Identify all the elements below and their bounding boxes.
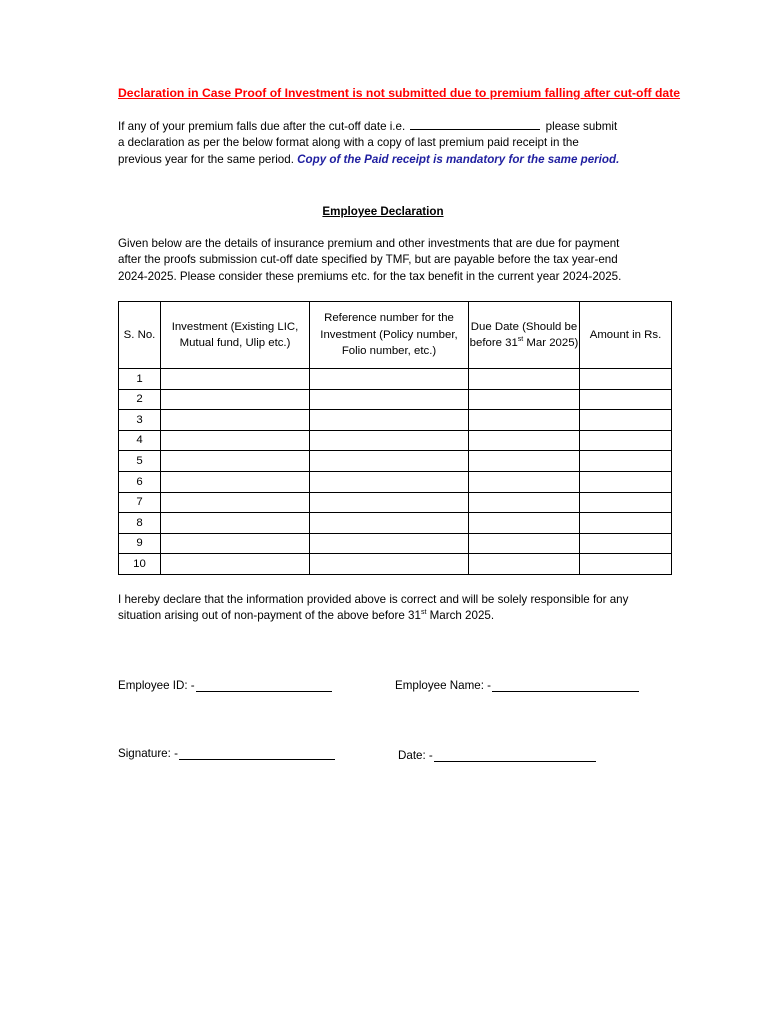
date-label: Date: - [398,749,433,762]
signature-line[interactable] [179,747,335,760]
row-investment-cell[interactable] [161,410,310,431]
row-sno: 4 [119,430,161,451]
declaration-paragraph [118,592,653,625]
row-sno: 10 [119,554,161,575]
row-sno: 5 [119,451,161,472]
employee-name-label: Employee Name: - [395,679,492,692]
row-investment-cell[interactable] [161,451,310,472]
table-row [119,533,672,554]
intro-emphasis: Copy of the Paid receipt is mandatory for the same period. [297,152,620,166]
intro-text-2: please submit a declaration as per the below format along with a copy of last premium paid receipt in the previous year for the same period. [118,120,618,166]
table-row [119,369,672,390]
row-amount-cell[interactable] [580,533,672,554]
row-reference-cell[interactable] [310,410,469,431]
table-row [119,451,672,472]
row-due-date-cell[interactable] [469,430,580,451]
row-due-date-cell[interactable] [469,492,580,513]
details-paragraph: Given below are the details of insurance premium and other investments that are due for payment after the proofs submission cut-off date specified by TMF, but are payable before the tax year-end 2024-2025. Please consider these premiums etc. for the tax benefit in the current year 2024-2025. [118,237,622,283]
row-investment-cell[interactable] [161,554,310,575]
row-due-date-cell[interactable] [469,410,580,431]
row-reference-cell[interactable] [310,389,469,410]
row-investment-cell[interactable] [161,369,310,390]
investment-table [118,301,672,575]
row-sno: 6 [119,471,161,492]
row-reference-cell[interactable] [310,513,469,534]
intro-text-1: If any of your premium falls due after the cut-off date i.e. [118,120,406,133]
declaration-sup: st [420,609,427,617]
row-due-date-cell[interactable] [469,533,580,554]
header-sno: S. No. [119,302,161,369]
row-reference-cell[interactable] [310,471,469,492]
declaration-text-end: March 2025. [426,609,495,623]
row-sno: 2 [119,389,161,410]
row-reference-cell[interactable] [310,533,469,554]
cutoff-date-blank [410,119,540,130]
form-heading: Declaration in Case Proof of Investment is not submitted due to premium falling after cut-off date [118,86,681,100]
row-due-date-cell[interactable] [469,451,580,472]
row-due-date-cell[interactable] [469,513,580,534]
header-investment: Investment (Existing LIC, Mutual fund, Ulip etc.) [161,302,310,369]
row-amount-cell[interactable] [580,389,672,410]
row-investment-cell[interactable] [161,533,310,554]
row-sno: 1 [119,369,161,390]
header-amount: Amount in Rs. [580,302,672,369]
signature-label: Signature: - [118,747,178,760]
row-amount-cell[interactable] [580,554,672,575]
row-due-date-cell[interactable] [469,369,580,390]
header-due-date-text: Due Date (Should be before 31 [469,320,578,349]
row-amount-cell[interactable] [580,430,672,451]
date-field[interactable] [398,749,596,762]
row-sno: 8 [119,513,161,534]
row-amount-cell[interactable] [580,410,672,431]
table-row [119,410,672,431]
row-due-date-cell[interactable] [469,389,580,410]
employee-id-line[interactable] [196,679,332,692]
table-header-row [119,302,672,369]
table-row [119,554,672,575]
row-amount-cell[interactable] [580,451,672,472]
table-row [119,513,672,534]
row-investment-cell[interactable] [161,492,310,513]
intro-paragraph [118,119,623,168]
row-investment-cell[interactable] [161,471,310,492]
row-reference-cell[interactable] [310,451,469,472]
row-investment-cell[interactable] [161,513,310,534]
table-row [119,492,672,513]
row-amount-cell[interactable] [580,471,672,492]
row-amount-cell[interactable] [580,492,672,513]
employee-id-label: Employee ID: - [118,679,195,692]
table-row [119,471,672,492]
row-investment-cell[interactable] [161,430,310,451]
row-reference-cell[interactable] [310,430,469,451]
header-due-date-sup: st [517,336,524,343]
table-row [119,389,672,410]
signature-field[interactable] [118,747,335,760]
row-sno: 7 [119,492,161,513]
row-reference-cell[interactable] [310,492,469,513]
row-amount-cell[interactable] [580,369,672,390]
employee-id-field[interactable] [118,679,332,692]
section-title: Employee Declaration [322,205,444,218]
row-amount-cell[interactable] [580,513,672,534]
employee-name-line[interactable] [492,679,639,692]
row-due-date-cell[interactable] [469,554,580,575]
declaration-text: I hereby declare that the information provided above is correct and will be solely responsible for any situation arising out of non-payment of the above before 31 [118,593,629,623]
row-due-date-cell[interactable] [469,471,580,492]
row-reference-cell[interactable] [310,369,469,390]
header-due-date [469,302,580,369]
row-sno: 3 [119,410,161,431]
row-sno: 9 [119,533,161,554]
date-line[interactable] [434,749,596,762]
employee-name-field[interactable] [395,679,639,692]
table-body [119,369,672,575]
row-reference-cell[interactable] [310,554,469,575]
table-row [119,430,672,451]
header-due-date-text-end: Mar 2025) [523,337,579,349]
header-reference: Reference number for the Investment (Policy number, Folio number, etc.) [310,302,469,369]
row-investment-cell[interactable] [161,389,310,410]
